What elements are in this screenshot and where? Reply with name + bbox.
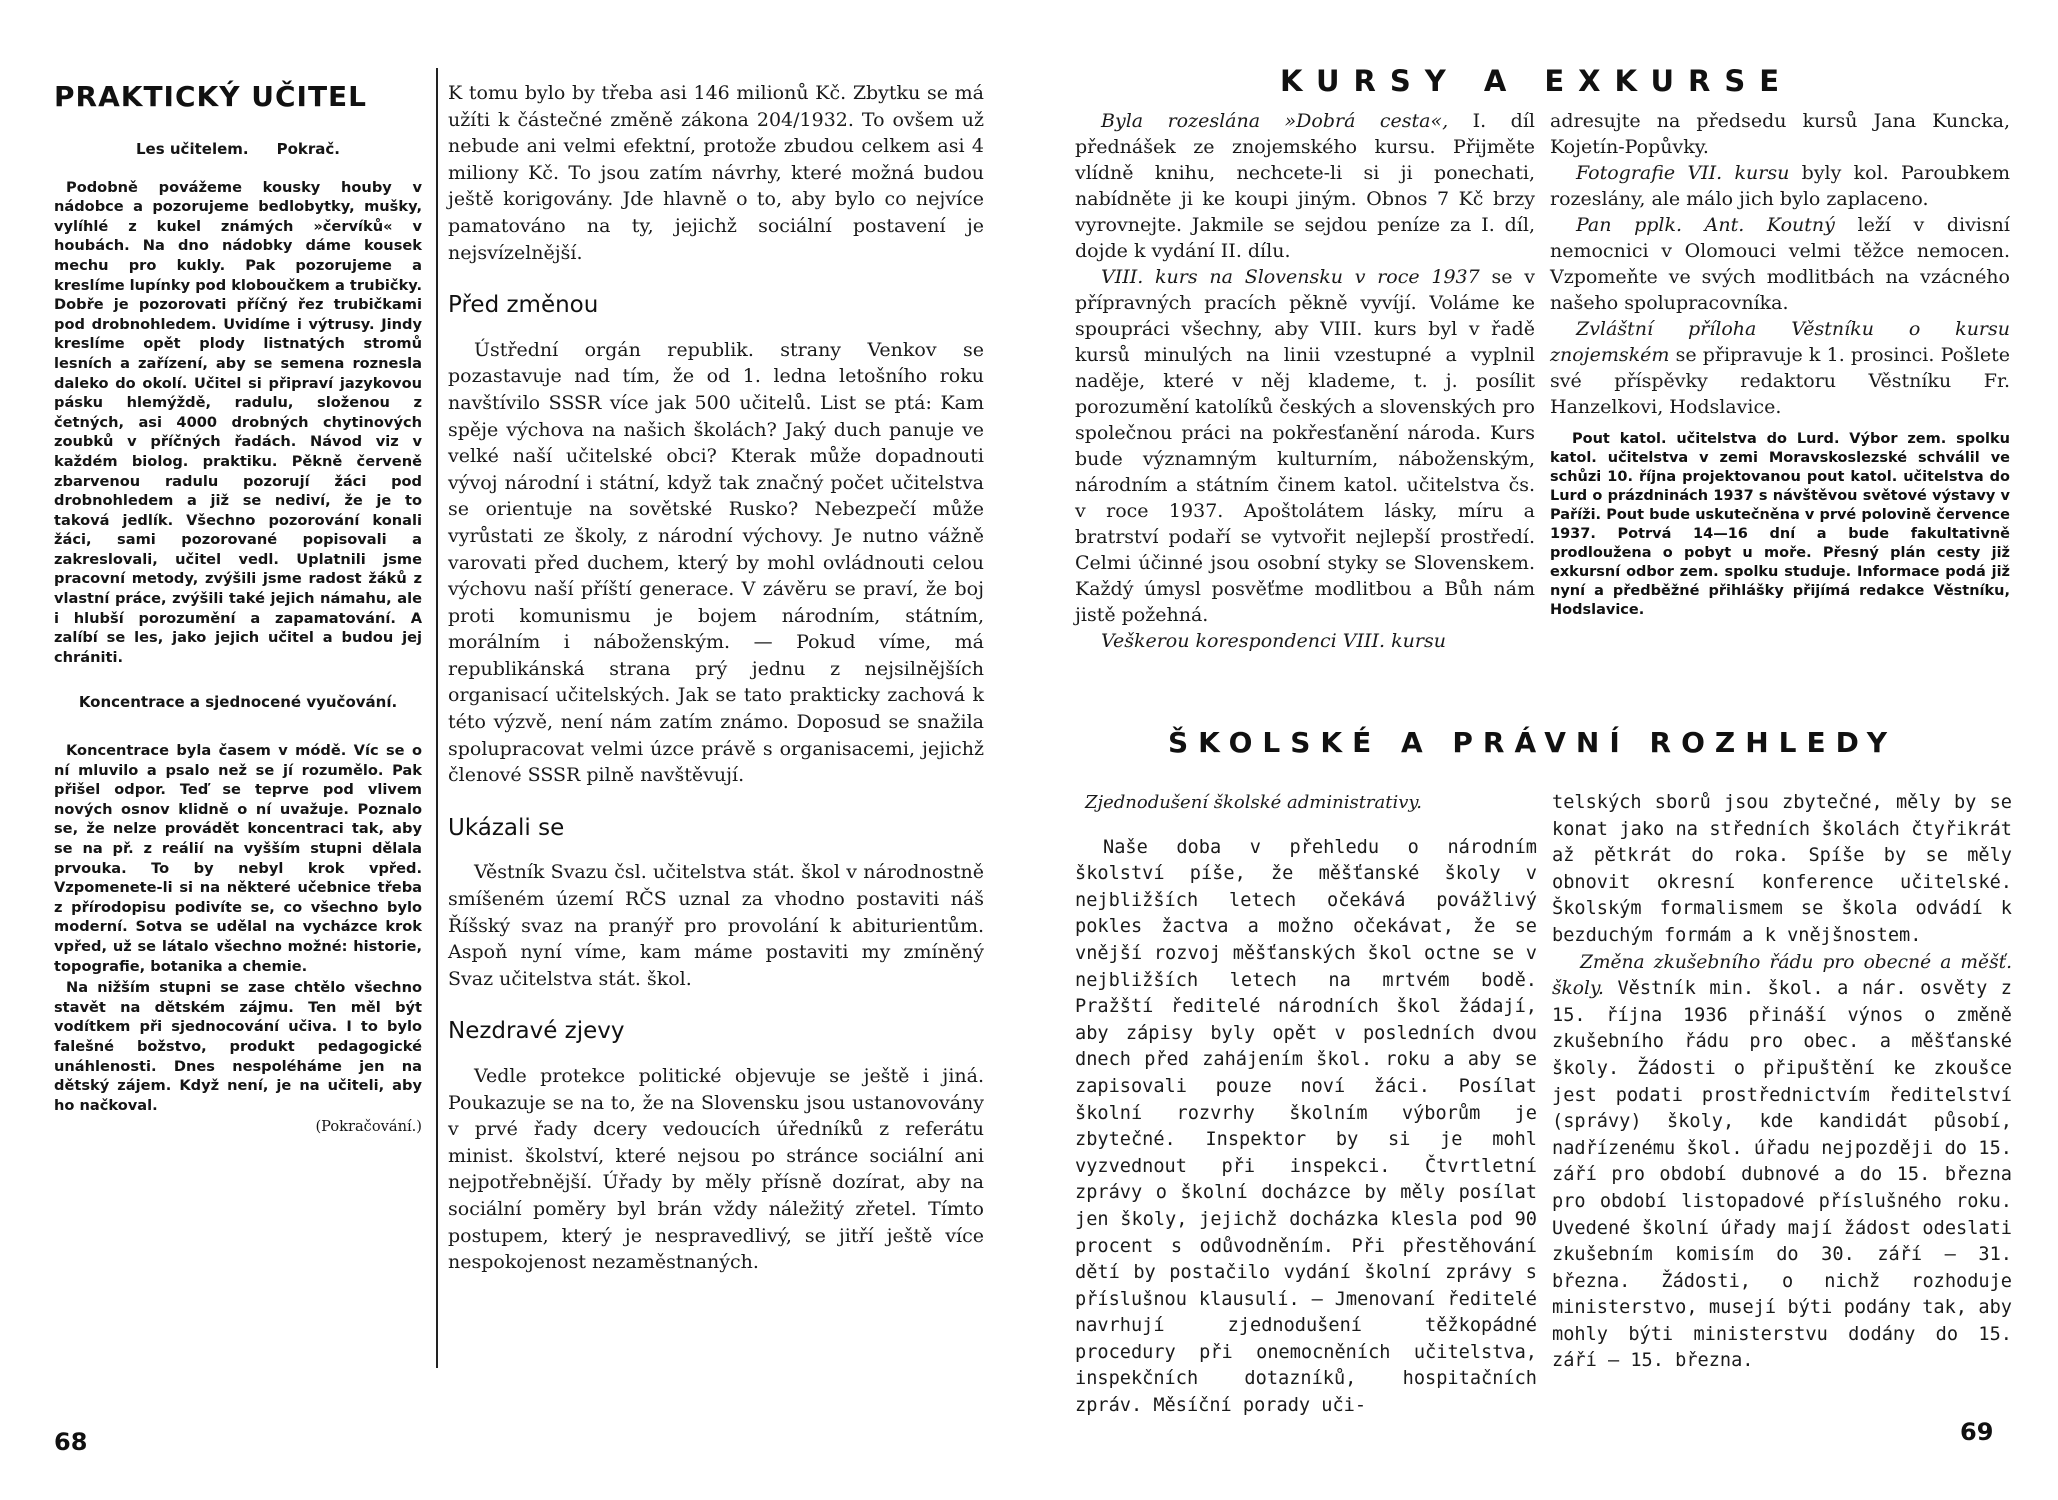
paragraph: telských sborů jsou zbytečné, měly by se konat jako na středních školách čtyřikrát až pětkrát do roka. Spíše by se měly obnovit okresní konference učitelské. Školským formalismem se škola odvádí k bezduchým formám a k vnějšnostem. (1552, 792, 2012, 946)
italic-lead: VIII. kurs na Slovensku v roce 1937 (1101, 266, 1480, 288)
paragraph-text: leží v divisní nemocnici v Olomouci velmi těžce nemocen. Vzpomeňte ve svých modlitbách na vzácného našeho spolupracovníka. (1550, 214, 2010, 314)
italic-lead: Změna zkušebního řádu pro obecné a měšť. školy. (1552, 951, 2012, 1000)
paragraph: adresujte na předsedu kursů Jana Kuncka, Kojetín-Popůvky. (1550, 110, 2010, 158)
paragraph: Koncentrace byla časem v módě. Víc se o ní mluvilo a psalo než se jí rozumělo. Pak přišel odpor. Teď se teprve pod vlivem nových osnov klidně o ní uvažuje. Poznalo se, že nelze provádět koncentraci tak, aby se na př. z reálií na vyšším stupni dělala prvouka. To by nebyl krok vpřed. Vzpomenete-li si na některé učebnice třeba z přírodopisu podivíte se, co všechno bylo moderní. Sotva se udělal na vycházce krok vpřed, už se látalo všechno možné: historie, topografie, botanika a chemie. (54, 742, 422, 975)
paragraph: Věstník Svazu čsl. učitelstva stát. škol v národnostně smíšeném území RČS uznal za vhodno postaviti náš Říšský svaz na pranýř pro provolání k abiturientům. Aspoň nyní víme, kam máme postaviti my zmíněný Svaz učitelstva stát. škol. (448, 861, 984, 990)
right-column-2-top (1550, 108, 2010, 620)
right-column-1-top (1075, 108, 1535, 654)
left-column-2 (448, 80, 984, 1276)
continued-note: (Pokračování.) (315, 1118, 422, 1136)
page-title: PRAKTICKÝ UČITEL (54, 80, 368, 113)
section-banner: KURSY A EXKURSE (1280, 64, 1794, 98)
paragraph-text: I. díl přednášek ze znojemského kursu. Přijměte vlídně knihu, nechcete-li si ji ponechati, nabídněte ji ke koupi jiným. Obnos 7 Kč brzy vyrovnejte. Jakmile se sejdou peníze za I. díl, dojde k vydání II. dílu. (1075, 110, 1535, 262)
subheading: Koncentrace a sjednocené vyučování. (78, 693, 398, 712)
italic-lead: Veškerou korespondenci VIII. kursu (1101, 630, 1446, 652)
announcement: Pout katol. učitelstva do Lurd. Výbor zem. spolku katol. učitelstva v zemi Moravskoslezské schválil ve schůzi 10. října projektovanou pout katol. učitelstva do Lurd o prázdninách 1937 s návštěvou světové výstavy v Paříži. Pout bude uskutečněna v prvé polovině července 1937. Potrvá 14—16 dní a bude fakultativně prodloužena o pobyt u moře. Přesný plán cesty již exkursní odbor zem. spolku studuje. Informace podá již nyní a předběžné přihlášky přijímá redakce Věstníku, Hodslavice. (1550, 431, 2010, 618)
left-column-1 (54, 140, 422, 1137)
byline-continued: Pokrač. (276, 140, 340, 158)
italic-lead: Zvláštní příloha Věstníku o kursu znojemském (1550, 318, 2010, 366)
italic-lead: Pan pplk. Ant. Koutný (1576, 214, 1835, 236)
paragraph: Podobně povážeme kousky houby v nádobce a pozorujeme bedlobytky, mušky, vylíhlé z kukel známých »červíků« v houbách. Na dno nádobky dáme kousek mechu pro kukly. Pak pozorujeme a kreslíme lupínky pod kloboučkem a trubičky. Dobře je pozorovati příčný řez trubičkami pod drobnohledem. Uvidíme i výtrusy. Jindy kreslíme opět plody listnatých stromů lesních a zařízení, aby se semena roznesla daleko do okolí. Učitel si připraví jazykovou pásku hlemýždě, radulu, složenou z četných, asi 4000 drobných chytinových zoubků v příčných řadách. Návod viz v každém biolog. praktiku. Pěkně červeně zbarvenou radulu pozorují žáci pod drobnohledem a již se nediví, že je to taková jedlík. Všechno pozorování konali žáci, sami pozorované popisovali a zakreslovali, učitel vedl. Uplatnili jsme pracovní metody, zvýšili jsme radost žáků z vlastní práce, zvýšili také jejich námahu, ale i hlubší porozumění a zapamatování. A zalíbí se les, jako jejich učitel a budou jej chrániti. (54, 178, 422, 666)
right-column-1-bottom (1075, 790, 1537, 1420)
byline: Les učitelem. (136, 140, 249, 158)
page-number: 68 (54, 1428, 88, 1456)
page-number: 69 (1960, 1418, 1994, 1446)
section-heading: Před změnou (448, 292, 599, 319)
paragraph-text: Věstník min. škol. a nár. osvěty z 15. října 1936 přináší výnos o změně zkušebního řádu pro obec. a měšťanské školy. Žádosti o připuštění ke zkoušce jest podati prostřednictvím ředitelství (správy) školy, kde kandidát působí, nadřízenému škol. úřadu nejpozději do 15. září pro období dubnové a do 15. března pro období listopadové příslušného roku. Uvedené školní úřady mají žádost odeslati zkušebním komisím do 30. září — 31. března. Žádosti, o nichž rozhoduje ministerstvo, musejí býti podány tak, aby mohly býti ministerstvu dodány do 15. září — 15. března. (1552, 978, 2013, 1372)
paragraph: Ústřední orgán republik. strany Venkov se pozastavuje nad tím, že od 1. ledna letošního roku navštívilo SSSR více jak 500 učitelů. List se ptá: Kam spěje výchova na našich školách? Jaký duch panuje ve velké naší učitelské obci? Kterak může dopadnouti vývoj národní i státní, když tak značný počet učitelstva se orientuje na sovětské Rusko? Nebezpečí může vyrůstati ze školy, z národní výchovy. Je nutno vážně varovati před duchem, který by mohl ovládnouti celou výchovu naší příští generace. V závěru se praví, že boj proti komunismu je bojem národním, státním, morálním i náboženským. — Pokud víme, má republikánská strana prý jednu z nejsilnějších organisací učitelských. Jak se tato prakticky zachová k této výzvě, není nám zatím známo. Doposud se snažila spolupracovat velmi úzce právě s organisacemi, jejichž členové SSSR pilně navštěvují. (448, 338, 984, 787)
paragraph-text: byly kol. Paroubkem rozeslány, ale málo jich bylo zaplaceno. (1550, 162, 2010, 210)
subsection-heading: Zjednodušení školské administrativy. (1085, 792, 1422, 813)
paragraph: Naše doba v přehledu o národním školství píše, že měšťanské školy v nejbližších letech očekává povážlivý pokles žactva a možno očekávat, že se vnější rozvoj měšťanských škol octne se v nejbližších letech na mrtvém bodě. Pražští ředitelé národních škol žádají, aby zápisy byly opět v posledních dvou dnech před zahájením škol. roku a aby se zapisovali pouze noví žáci. Posílat školní rozvrhy školním výborům je zbytečné. Inspektor by si je mohl vyzvednout při inspekci. Čtvrtletní zprávy o školní docházce by měly posílat jen školy, jejichž docházka klesla pod 90 procent s odůvodněním. Při přestěhování dětí by postačilo vydání školní zprávy s příslušnou klausulí. — Jmenovaní ředitelé navrhují zjednodušení těžkopádné procedury při onemocněních učitelstva, inspekčních dotazníků, hospitačních zpráv. Měsíční porady uči- (1075, 836, 1537, 1417)
paragraph: Vedle protekce politické objevuje se ještě i jiná. Poukazuje se na to, že na Slovensku jsou ustanovovány v prvé řady dcery vedoucích úředníků z referátu minist. školství, které nejsou po stránce sociální ani nejpotřebnější. Úřady by měly přísně dozírat, aby na sociální poměry byl brán vždy náležitý zřetel. Tímto postupem, který je nespravedlivý, se jitří ještě více nespokojenost nezaměstnaných. (448, 1065, 984, 1274)
paragraph: K tomu bylo by třeba asi 146 milionů Kč. Zbytku se má užíti k částečné změně zákona 204/1932. To ovšem už nebude ani velmi efektní, protože zbudou celkem asi 4 miliony Kč. To jsou zatím návrhy, které možná budou ještě korigovány. Jde hlavně o to, aby bylo co nejvíce pamatováno na ty, jejichž sociální postavení je nejsvízelnější. (448, 82, 984, 264)
section-heading: Ukázali se (448, 814, 565, 841)
paragraph-text: se v přípravných pracích pěkně vyvíjí. Voláme ke spoupráci všechny, aby VIII. kurs byl v řadě kursů minulých na linii vzestupné a vyplnil naděje, které v něj klademe, t. j. posílit porozumění katolíků českých a slovenských pro společnou práci na pokřesťanění národa. Kurs bude významným kulturním, náboženským, národním a státním činem katol. učitelstva čs. v roce 1937. Apoštolátem lásky, míru a bratrství podaří se vytvořit nejlepší prostředí. Celmi účinné jsou osobní styky se Slovenskem. Každý úmysl posvěťme modlitbou a Bůh nám jistě požehná. (1075, 266, 1535, 626)
paragraph-text: se připravuje k 1. prosinci. Pošlete své příspěvky redaktoru Věstníku Fr. Hanzelkovi, Hodslavice. (1550, 344, 2010, 418)
section-banner: ŠKOLSKÉ A PRÁVNÍ ROZHLEDY (1168, 726, 1898, 759)
section-heading: Nezdravé zjevy (448, 1018, 625, 1045)
column-rule (436, 68, 438, 1368)
paragraph: Na nižším stupni se zase chtělo všechno stavět na dětském zájmu. Ten měl být vodítkem při sjednocování učiva. I to bylo falešné božstvo, produkt pedagogické unáhlenosti. Dnes nespoléháme jen na dětský zájem. Když není, je na učiteli, aby ho načkoval. (54, 979, 422, 1114)
right-column-2-bottom (1552, 790, 2012, 1375)
italic-lead: Fotografie VII. kursu (1576, 162, 1790, 184)
italic-lead: Byla rozeslána »Dobrá cesta«, (1101, 110, 1449, 132)
